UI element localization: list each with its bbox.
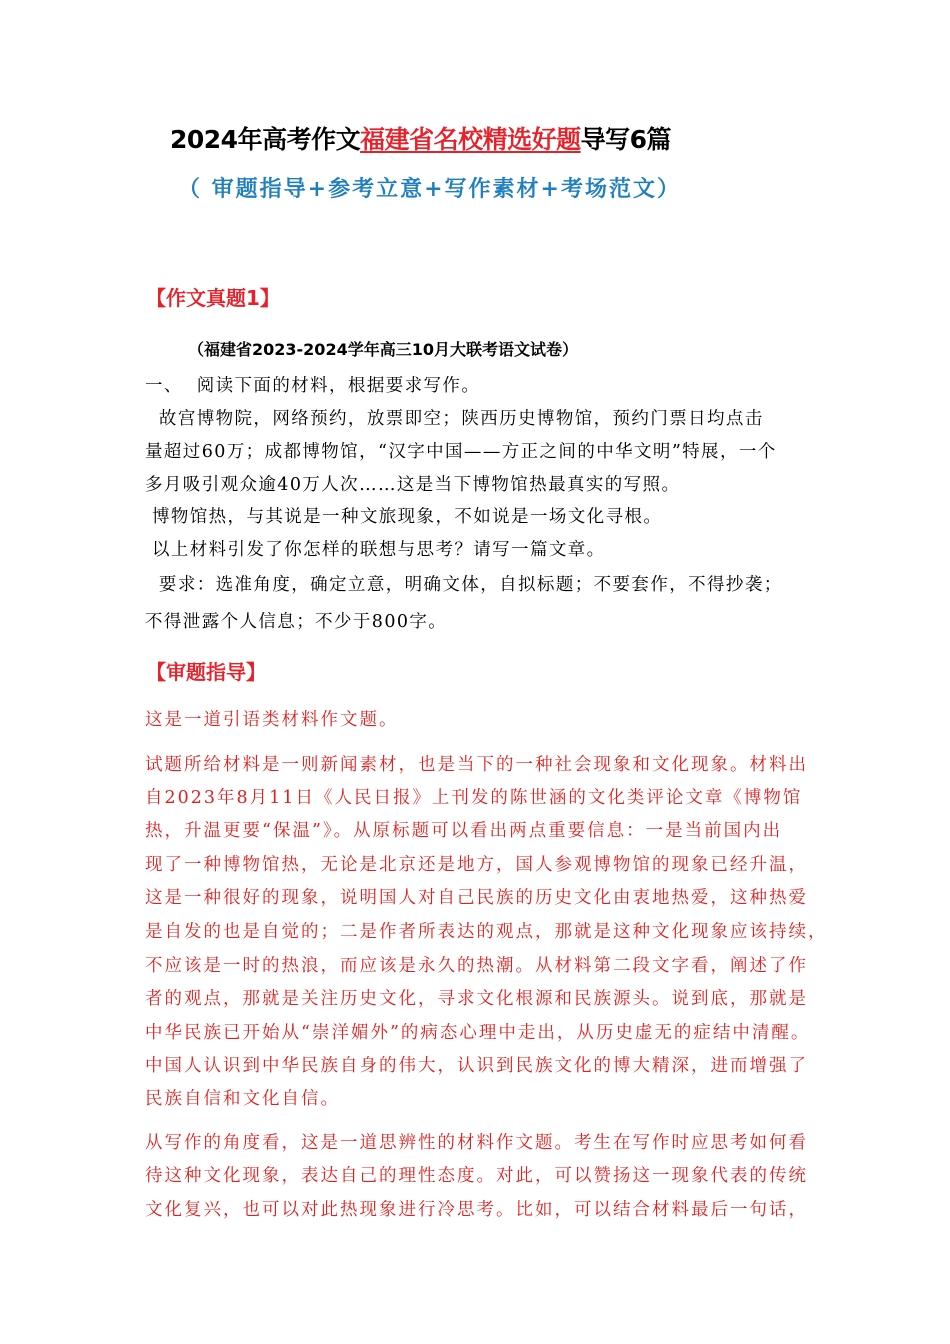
text-line: 量超过60万；成都博物馆，“汉字中国——方正之间的中华文明”特展，一个 (145, 442, 777, 462)
text-line: 中华民族已开始从“崇洋媚外”的病态心理中走出，从历史虚无的症结中清醒。 (145, 1023, 811, 1043)
text-line: 热，升温更要“保温”》。从原标题可以看出两点重要信息：一是当前国内出 (145, 821, 783, 841)
text-line: 多月吸引观众逾40万人次……这是当下博物馆热最真实的写照。 (145, 475, 681, 495)
text-line: 博物馆热，与其说是一种文旅现象，不如说是一场文化寻根。 (145, 507, 663, 527)
document-title (170, 127, 671, 152)
text-line: 是自发的也是自觉的；二是作者所表达的观点，那就是这种文化现象应该持续， (145, 922, 828, 942)
text-line: 中国人认识到中华民族自身的伟大，认识到民族文化的博大精深，进而增强了 (145, 1056, 808, 1076)
exam-source: （福建省2023-2024学年高三10月大联考语文试卷） (188, 340, 578, 359)
text-line: 从写作的角度看，这是一道思辨性的材料作文题。考生在写作时应思考如何看 (145, 1133, 808, 1153)
text-line: 不应该是一时的热浪，而应该是永久的热潮。从材料第二段文字看，阐述了作 (145, 956, 808, 976)
text-line: 这是一道引语类材料作文题。 (145, 710, 399, 730)
text-line: 不得泄露个人信息；不少于800字。 (145, 612, 448, 632)
text-line: 自2023年8月11日《人民日报》上刊发的陈世涵的文化类评论文章《博物馆 (145, 788, 803, 808)
text-line: 一、 阅读下面的材料，根据要求写作。 (145, 376, 481, 396)
text-line: 要求：选准角度，确定立意，明确文体，自拟标题；不要套作，不得抄袭； (145, 575, 783, 595)
text-line: 文化复兴，也可以对此热现象进行冷思考。比如，可以结合材料最后一句话， (145, 1200, 808, 1220)
text-line: 者的观点，那就是关注历史文化，寻求文化根源和民族源头。说到底，那就是 (145, 989, 808, 1009)
text-line: 现了一种博物馆热，无论是北京还是地方，国人参观博物馆的现象已经升温， (145, 855, 808, 875)
title-prefix: 2024年高考作文 (170, 125, 361, 154)
text-line: 待这种文化现象，表达自己的理性态度。对此，可以赞扬这一现象代表的传统 (145, 1166, 808, 1186)
title-highlight: 福建省名校精选好题 (360, 125, 581, 154)
title-suffix: 导写6篇 (580, 125, 672, 154)
text-line: 试题所给材料是一则新闻素材，也是当下的一种社会现象和文化现象。材料出 (145, 755, 808, 775)
text-line: 故宫博物院，网络预约，放票即空；陕西历史博物馆，预约门票日均点击 (145, 409, 764, 429)
section-heading-guidance: 【审题指导】 (146, 660, 266, 684)
text-line: 这是一种很好的现象，说明国人对自己民族的历史文化由衷地热爱，这种热爱 (145, 888, 808, 908)
text-line: 以上材料引发了你怎样的联想与思考？请写一篇文章。 (145, 540, 606, 560)
text-line: 民族自信和文化自信。 (145, 1089, 340, 1109)
section-heading-essay-prompt: 【作文真题1】 (146, 286, 280, 310)
document-subtitle: （ 审题指导+参考立意+写作素材+考场范文） (178, 176, 681, 202)
